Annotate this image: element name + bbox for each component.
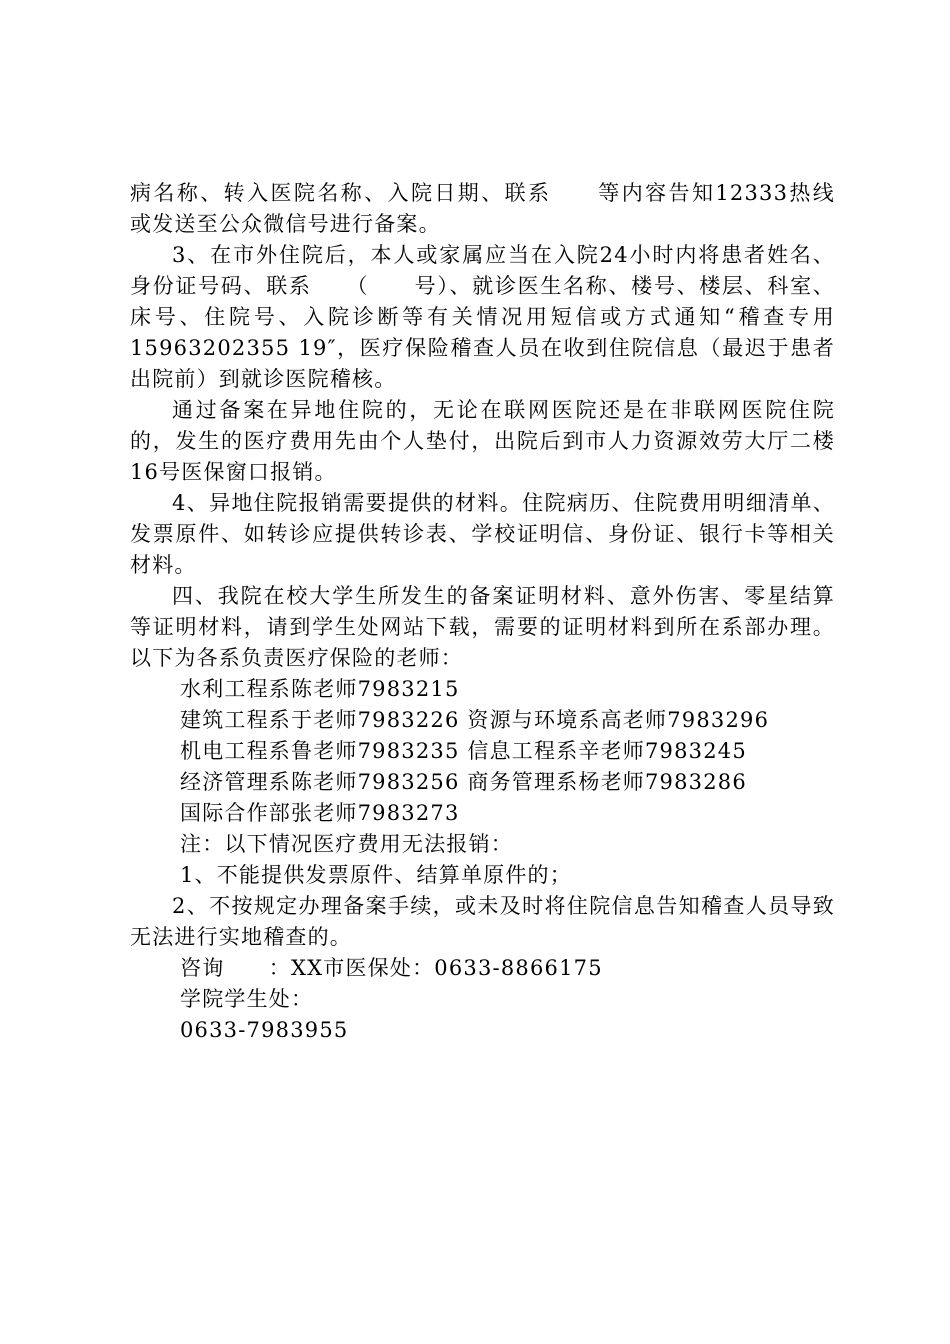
student-office-phone: 0633-7983955 — [180, 1018, 349, 1042]
contact-line: 水利工程系陈老师7983215 — [180, 677, 460, 701]
note-item: 1、不能提供发票原件、结算单原件的； — [180, 863, 572, 887]
consultation-line: 咨询 ：XX市医保处：0633-8866175 — [180, 956, 603, 980]
contact-line: 建筑工程系于老师7983226 资源与环境系高老师7983296 — [180, 708, 770, 732]
paragraph-reimbursement-process: 通过备案在异地住院的，无论在联网医院还是在非联网医院住院的，发生的医疗费用先由个人垫付，出院后到市人力资源效劳大厅二楼16号医保窗口报销。 — [130, 398, 835, 484]
paragraph-registration: 病名称、转入医院名称、入院日期、联系 等内容告知12333热线 或发送至公众微信号进行备案。 — [130, 181, 880, 236]
document-body — [130, 178, 880, 1046]
student-office-label: 学院学生处： — [180, 987, 314, 1011]
note-heading: 注：以下情况医疗费用无法报销： — [180, 832, 513, 856]
contact-line: 机电工程系鲁老师7983235 信息工程系辛老师7983245 — [180, 739, 747, 763]
contact-line: 国际合作部张老师7983273 — [180, 801, 460, 825]
note-item: 2、不按规定办理备案手续，或未及时将住院信息告知稽查人员导致无法进行实地稽查的。 — [130, 894, 835, 949]
paragraph-department-contacts: 四、我院在校大学生所发生的备案证明材料、意外伤害、零星结算等证明材料，请到学生处网站下载，需要的证明材料到所在系部办理。以下为各系负责医疗保险的老师： — [130, 584, 835, 670]
paragraph-out-of-city-hospitalization: 3、在市外住院后，本人或家属应当在入院24小时内将患者姓名、身份证号码、联系 （ 号）、就诊医生名称、楼号、楼层、科室、床号、住院号、入院诊断等有关情况用短信或方式通知“稽查专用 15963202355 19″，医疗保险稽查人员在收到住院信息（最迟于患者出院前）到就诊医院稽核。 — [130, 243, 880, 391]
contact-line: 经济管理系陈老师7983256 商务管理系杨老师7983286 — [180, 770, 747, 794]
paragraph-required-materials: 4、异地住院报销需要提供的材料。住院病历、住院费用明细清单、发票原件、如转诊应提供转诊表、学校证明信、身份证、银行卡等相关材料。 — [130, 491, 835, 577]
